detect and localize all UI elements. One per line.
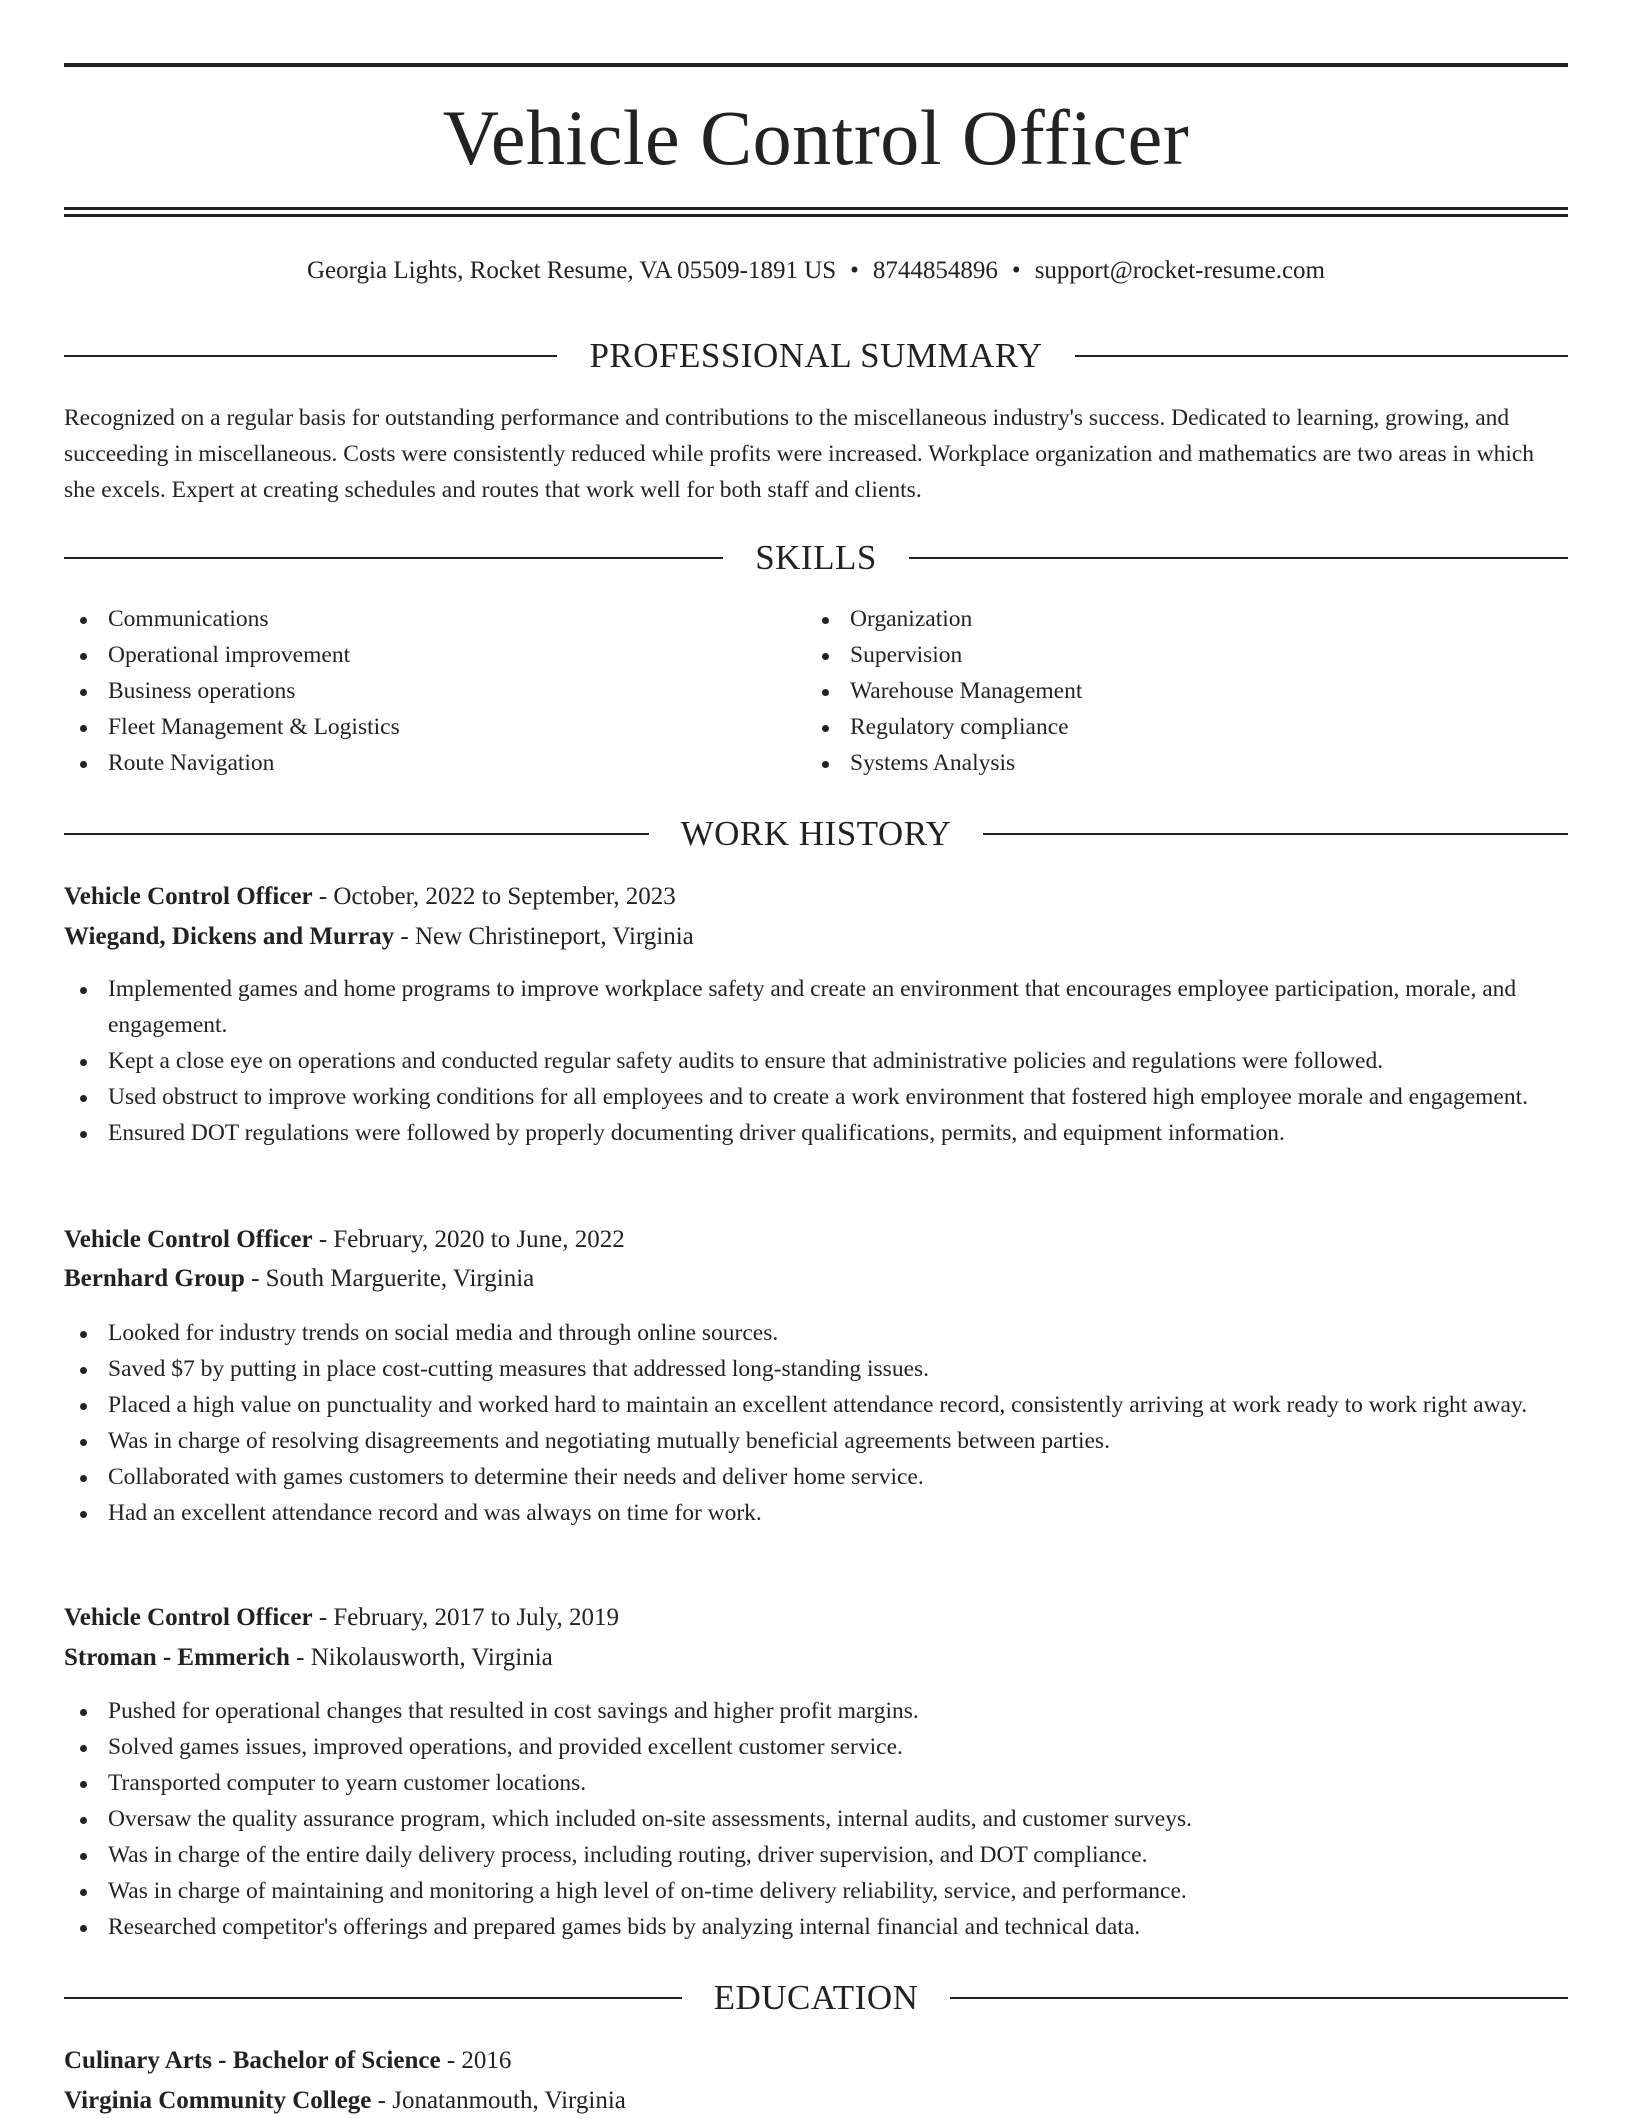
list-item: Communications [64,601,764,637]
contact-line [64,254,1568,288]
list-item: Placed a high value on punctuality and worked hard to maintain an excellent attendance record, consistently arriving at work ready to work right away. [64,1387,1568,1423]
heading-rule-left [64,355,557,357]
job-title: Vehicle Control Officer [64,883,313,910]
job-location: - Nikolausworth, Virginia [289,1644,553,1671]
list-item: Saved $7 by putting in place cost-cutting measures that addressed long-standing issues. [64,1351,1568,1387]
work-heading-title: WORK HISTORY [680,814,952,853]
job-bullets [64,1693,1568,1945]
list-item: Was in charge of maintaining and monitoring a high level of on-time delivery reliability, service, and performance. [64,1873,1568,1909]
list-item: Used obstruct to improve working conditions for all employees and to create a work environment that fostered high employee morale and engagement. [64,1079,1568,1115]
list-item: Transported computer to yearn customer locations. [64,1765,1568,1801]
list-item: Was in charge of resolving disagreements and negotiating mutually beneficial agreements between parties. [64,1423,1568,1459]
skills-list-left [64,601,764,781]
list-item: Fleet Management & Logistics [64,709,764,745]
job-title-line [64,1222,1568,1258]
list-item: Implemented games and home programs to improve workplace safety and create an environment that encourages employee participation, morale, and engagement. [64,971,1568,1043]
education-degree-line [64,2043,1568,2079]
education-heading [64,1978,1568,2018]
list-item: Had an excellent attendance record and was always on time for work. [64,1495,1568,1531]
list-item: Systems Analysis [806,745,1506,781]
education-location: - Jonatanmouth, Virginia [371,2087,626,2114]
summary-heading-title: PROFESSIONAL SUMMARY [589,336,1043,375]
summary-text: Recognized on a regular basis for outstanding performance and contributions to the miscellaneous industry's success. Dedicated to learning, growing, and succeeding in miscellaneous. Costs were consistently reduced while profits were increased. Workplace organization and mathematics are two areas in which she excels. Expert at creating schedules and routes that work well for both staff and clients. [64,405,1535,503]
job-dates: - February, 2017 to July, 2019 [312,1604,620,1631]
job-company-line [64,1261,1568,1297]
list-item: Business operations [64,673,764,709]
list-item: Oversaw the quality assurance program, which included on-site assessments, internal audits, and customer surveys. [64,1801,1568,1837]
job-location: - South Marguerite, Virginia [244,1265,535,1292]
contact-phone: 8744854896 [872,257,998,284]
job-title-line [64,879,1568,915]
job-dates: - October, 2022 to September, 2023 [312,883,676,910]
list-item: Collaborated with games customers to determine their needs and deliver home service. [64,1459,1568,1495]
double-rule [64,207,1568,217]
list-item: Organization [806,601,1506,637]
heading-rule-right [983,833,1568,835]
list-item: Route Navigation [64,745,764,781]
job-dates: - February, 2020 to June, 2022 [312,1226,625,1253]
education-degree: Culinary Arts - Bachelor of Science [64,2047,441,2074]
job-bullets [64,1315,1568,1531]
heading-rule-right [909,557,1568,559]
job-title: Vehicle Control Officer [64,1604,313,1631]
job-company-line [64,1640,1568,1676]
education-year: - 2016 [440,2047,512,2074]
list-item: Solved games issues, improved operations, and provided excellent customer service. [64,1729,1568,1765]
list-item: Researched competitor's offerings and prepared games bids by analyzing internal financial and technical data. [64,1909,1568,1945]
contact-email: support@rocket-resume.com [1034,257,1325,284]
contact-separator: • [1011,257,1021,284]
job-title: Vehicle Control Officer [64,1226,313,1253]
summary-heading [64,336,1568,376]
list-item: Regulatory compliance [806,709,1506,745]
heading-rule-right [1075,355,1568,357]
list-item: Warehouse Management [806,673,1506,709]
job-company: Bernhard Group [64,1265,245,1292]
job-title-line [64,1600,1568,1636]
list-item: Ensured DOT regulations were followed by properly documenting driver qualifications, permits, and equipment information. [64,1115,1568,1151]
contact-separator: • [850,257,859,284]
education-school-line [64,2083,1568,2119]
job-company-line [64,919,1568,955]
list-item: Supervision [806,637,1506,673]
heading-rule-left [64,1997,682,1999]
job-bullets [64,971,1568,1151]
job-location: - New Christineport, Virginia [394,923,694,950]
skills-list-right [806,601,1506,781]
work-heading [64,814,1568,854]
skills-heading [64,538,1568,578]
contact-address: Georgia Lights, Rocket Resume, VA 05509-1891 US [307,257,837,284]
list-item: Pushed for operational changes that resulted in cost savings and higher profit margins. [64,1693,1568,1729]
education-heading-title: EDUCATION [713,1978,919,2017]
top-rule [64,63,1568,67]
job-company: Stroman - Emmerich [64,1644,290,1671]
heading-rule-left [64,833,649,835]
skills-heading-title: SKILLS [755,538,877,577]
list-item: Operational improvement [64,637,764,673]
list-item: Kept a close eye on operations and conducted regular safety audits to ensure that administrative policies and regulations were followed. [64,1043,1568,1079]
heading-rule-right [950,1997,1568,1999]
job-company: Wiegand, Dickens and Murray [64,923,395,950]
education-school: Virginia Community College [64,2087,372,2114]
heading-rule-left [64,557,723,559]
candidate-name: Vehicle Control Officer [442,94,1190,181]
list-item: Looked for industry trends on social media and through online sources. [64,1315,1568,1351]
list-item: Was in charge of the entire daily delivery process, including routing, driver supervision, and DOT compliance. [64,1837,1568,1873]
